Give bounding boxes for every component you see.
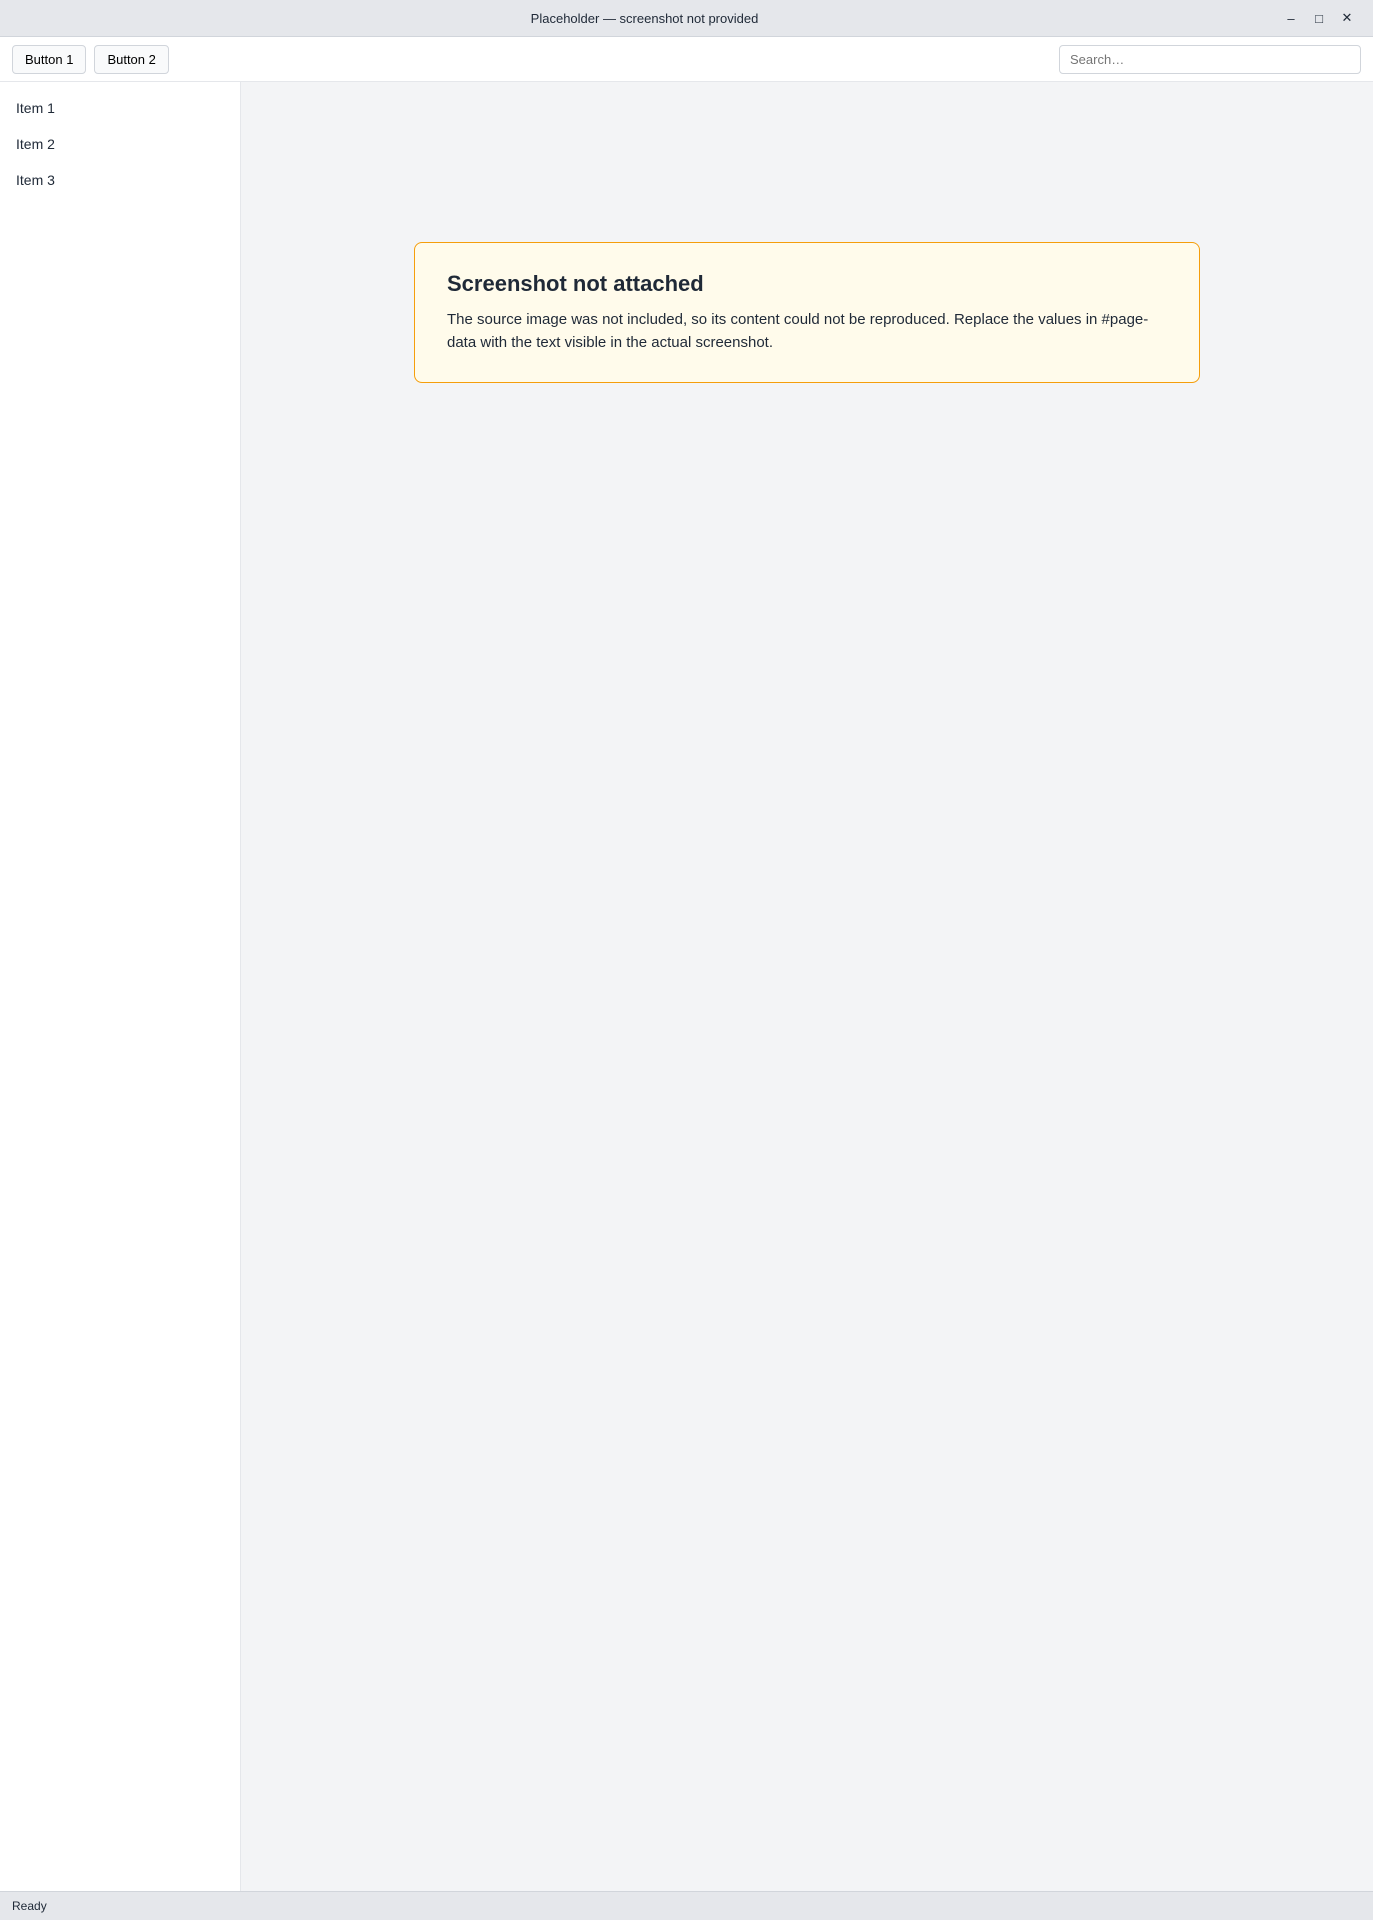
title-bar	[0, 0, 1373, 37]
sidebar-item-1[interactable]: Item 1	[16, 100, 55, 116]
notice-heading: Screenshot not attached	[447, 271, 704, 296]
content-panel	[241, 82, 1373, 1891]
status-text: Ready	[12, 1899, 47, 1913]
notice-body: The source image was not included, so its content could not be reproduced. Replace the values in #page-data with the text visible in the actual screenshot.	[447, 311, 1149, 351]
minimize-icon[interactable]: –	[1287, 10, 1295, 26]
close-icon[interactable]: ✕	[1341, 10, 1353, 25]
search-input[interactable]	[1059, 45, 1361, 74]
toolbar	[0, 37, 1373, 82]
sidebar-item-3[interactable]: Item 3	[16, 172, 55, 188]
maximize-icon[interactable]: □	[1315, 10, 1323, 26]
main-area	[0, 82, 1373, 1891]
sidebar	[0, 82, 241, 1891]
placeholder-notice	[414, 242, 1200, 383]
window-title: Placeholder — screenshot not provided	[530, 10, 759, 26]
status-bar	[0, 1891, 1373, 1920]
toolbar-button-1[interactable]: Button 1	[12, 45, 86, 74]
toolbar-button-2[interactable]: Button 2	[94, 45, 168, 74]
sidebar-item-2[interactable]: Item 2	[16, 136, 55, 152]
